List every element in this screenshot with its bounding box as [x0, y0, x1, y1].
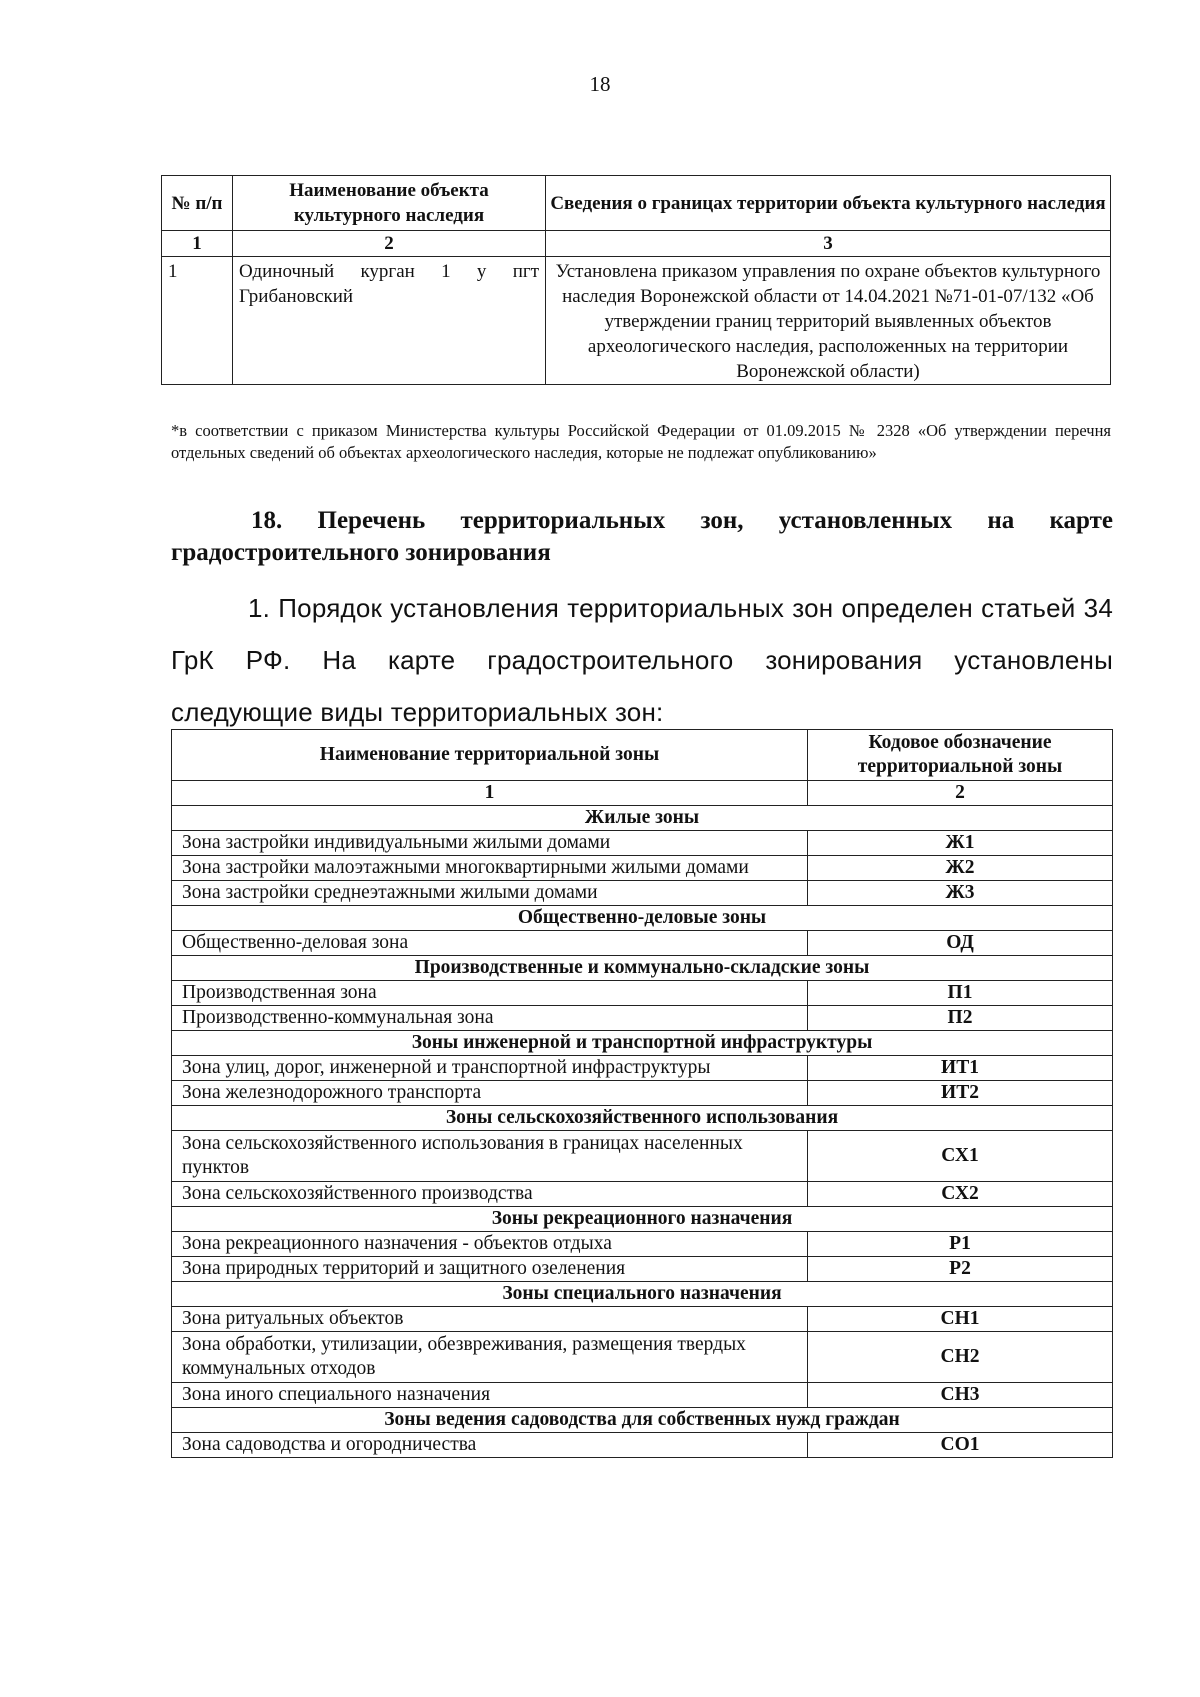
page-number: 18 [589, 72, 611, 96]
zone-group-row [172, 1207, 1113, 1232]
zone-name: Производственная зона [172, 981, 808, 1006]
heritage-table-column-numbers [162, 231, 1111, 257]
zone-name: Зона природных территорий и защитного озеленения [172, 1257, 808, 1282]
zone-group-title: Зоны инженерной и транспортной инфраструктуры [172, 1031, 1113, 1056]
zone-code: П2 [808, 1006, 1113, 1031]
zone-group-title: Производственные и коммунально-складские зоны [172, 956, 1113, 981]
zone-name: Общественно-деловая зона [172, 931, 808, 956]
zone-code: СН3 [808, 1383, 1113, 1408]
table-row [172, 1307, 1113, 1332]
table-row [172, 1257, 1113, 1282]
zone-code: ИТ2 [808, 1081, 1113, 1106]
table-row [172, 1081, 1113, 1106]
heritage-table-header-row [162, 176, 1111, 231]
zone-code: П1 [808, 981, 1113, 1006]
zone-name: Зона рекреационного назначения - объектов отдыха [172, 1232, 808, 1257]
column-number: 3 [546, 231, 1111, 257]
zone-code: Ж2 [808, 856, 1113, 881]
zone-name: Зона сельскохозяйственного производства [172, 1182, 808, 1207]
table-row [172, 981, 1113, 1006]
table-row [162, 257, 1111, 385]
zone-group-title: Общественно-деловые зоны [172, 906, 1113, 931]
zone-code: Ж1 [808, 831, 1113, 856]
header-zone-code: Кодовое обозначение территориальной зоны [808, 730, 1113, 781]
zone-group-row [172, 906, 1113, 931]
header-zone-name: Наименование территориальной зоны [172, 730, 808, 781]
boundary-info: Установлена приказом управления по охране объектов культурного наследия Воронежской области от 14.04.2021 №71-01-07/132 «Об утверждении границ территорий выявленных объектов археологического наследия, расположенных на территории Воронежской области) [546, 257, 1111, 385]
table-row [172, 831, 1113, 856]
column-number: 1 [172, 781, 808, 806]
column-number: 2 [808, 781, 1113, 806]
object-name: Одиночный курган 1 у пгт Грибановский [233, 257, 546, 385]
zone-code: Ж3 [808, 881, 1113, 906]
table-row [172, 1006, 1113, 1031]
zone-group-row [172, 1031, 1113, 1056]
zone-code: СХ2 [808, 1182, 1113, 1207]
zone-code: ИТ1 [808, 1056, 1113, 1081]
zone-group-row [172, 806, 1113, 831]
zone-group-row [172, 956, 1113, 981]
table-row [172, 931, 1113, 956]
zone-name: Зона застройки индивидуальными жилыми домами [172, 831, 808, 856]
zone-code: СН2 [808, 1332, 1113, 1383]
zones-table-column-numbers [172, 781, 1113, 806]
heritage-object-table [161, 175, 1111, 385]
zone-name: Производственно-коммунальная зона [172, 1006, 808, 1031]
table-row [172, 1131, 1113, 1182]
zone-group-title: Зоны специального назначения [172, 1282, 1113, 1307]
zone-code: Р1 [808, 1232, 1113, 1257]
zone-group-title: Зоны ведения садоводства для собственных нужд граждан [172, 1408, 1113, 1433]
zone-code: ОД [808, 931, 1113, 956]
zone-group-row [172, 1408, 1113, 1433]
zone-name: Зона сельскохозяйственного использования в границах населенных пунктов [172, 1131, 808, 1182]
zone-name: Зона садоводства и огородничества [172, 1433, 808, 1458]
table-row [172, 1383, 1113, 1408]
zones-table [171, 729, 1113, 1458]
zone-code: СО1 [808, 1433, 1113, 1458]
table-row [172, 1332, 1113, 1383]
zone-name: Зона ритуальных объектов [172, 1307, 808, 1332]
zone-code: СН1 [808, 1307, 1113, 1332]
footnote: *в соответствии с приказом Министерства культуры Российской Федерации от 01.09.2015 № 2328 «Об утверждении перечня отдельных сведений об объектах археологического наследия, которые не подлежат опубликованию» [171, 421, 1111, 462]
zone-code: СХ1 [808, 1131, 1113, 1182]
table-row [172, 1182, 1113, 1207]
zone-group-row [172, 1282, 1113, 1307]
header-object-name: Наименование объекта культурного наследия [233, 176, 546, 231]
zone-name: Зона обработки, утилизации, обезвреживания, размещения твердых коммунальных отходов [172, 1332, 808, 1383]
zone-name: Зона застройки среднеэтажными жилыми домами [172, 881, 808, 906]
zone-group-title: Зоны рекреационного назначения [172, 1207, 1113, 1232]
zone-name: Зона иного специального назначения [172, 1383, 808, 1408]
header-number: № п/п [162, 176, 233, 231]
column-number: 2 [233, 231, 546, 257]
column-number: 1 [162, 231, 233, 257]
zone-name: Зона железнодорожного транспорта [172, 1081, 808, 1106]
table-row [172, 1433, 1113, 1458]
zones-table-header-row [172, 730, 1113, 781]
section-title: 18. Перечень территориальных зон, установленных на карте градостроительного зонирования [171, 507, 1113, 566]
table-row [172, 1232, 1113, 1257]
zone-group-title: Жилые зоны [172, 806, 1113, 831]
zone-group-title: Зоны сельскохозяйственного использования [172, 1106, 1113, 1131]
table-row [172, 856, 1113, 881]
table-row [172, 881, 1113, 906]
zone-code: Р2 [808, 1257, 1113, 1282]
row-number: 1 [162, 257, 233, 385]
zone-name: Зона застройки малоэтажными многоквартирными жилыми домами [172, 856, 808, 881]
header-boundary-info: Сведения о границах территории объекта культурного наследия [546, 176, 1111, 231]
table-row [172, 1056, 1113, 1081]
intro-paragraph: 1. Порядок установления территориальных зон определен статьей 34 ГрК РФ. На карте градостроительного зонирования установлены следующие виды территориальных зон: [171, 593, 1113, 727]
zone-name: Зона улиц, дорог, инженерной и транспортной инфраструктуры [172, 1056, 808, 1081]
zone-group-row [172, 1106, 1113, 1131]
